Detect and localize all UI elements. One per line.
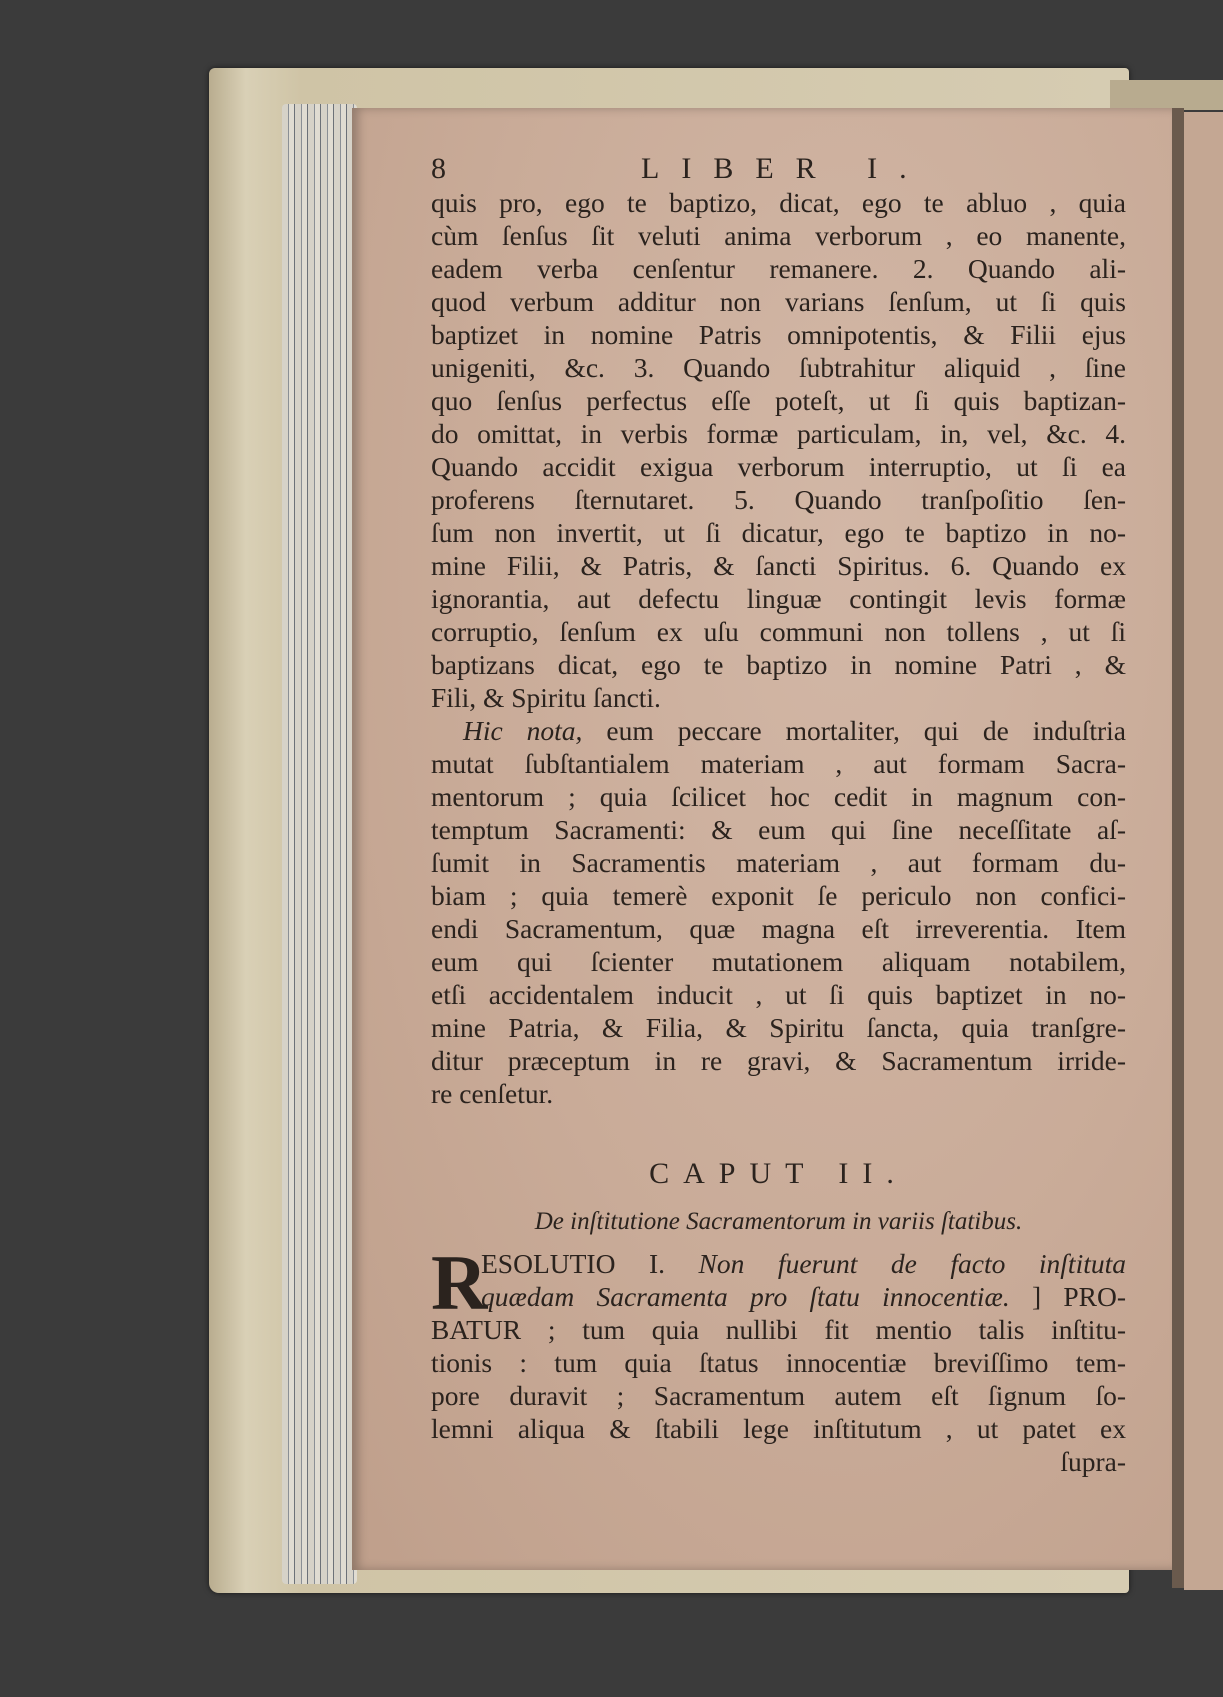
- text-line: ſum non invertit, ut ſi dicatur, ego te baptizo in no-: [431, 517, 1126, 548]
- page-text: [431, 152, 1126, 1478]
- chapter-subtitle: De inſtitutione Sacramentorum in variis ſtatibus.: [534, 1208, 1023, 1235]
- chapter-heading: CAPUT II.: [649, 1157, 908, 1190]
- page-number: 8: [431, 152, 446, 185]
- text-line: temptum Sacramenti: & eum qui ſine neceſſitate aſ-: [431, 814, 1126, 845]
- text-line: ſumit in Sacramentis materiam , aut formam du-: [431, 847, 1126, 878]
- page-edges: [282, 104, 357, 1584]
- catchword: ſupra-: [1060, 1446, 1126, 1477]
- text-line: do omittat, in verbis formæ particulam, in, vel, &c. 4.: [431, 418, 1126, 449]
- text-line: re cenſetur.: [431, 1078, 554, 1109]
- text-line: eadem verba cenſentur remanere. 2. Quando ali-: [431, 253, 1126, 284]
- text-line: [431, 1247, 1126, 1280]
- text-line: corruptio, ſenſum ex uſu communi non tollens , ut ſi: [431, 616, 1126, 647]
- resolutio-label: ESOLUTIO I.: [481, 1248, 665, 1279]
- text-line: eum qui ſcienter mutationem aliquam notabilem,: [431, 946, 1126, 977]
- text-span: eum peccare mortaliter, qui de induſtria: [582, 715, 1126, 746]
- book-spine: [1110, 80, 1223, 110]
- text-line: quis pro, ego te baptizo, dicat, ego te abluo , quia: [431, 187, 1126, 218]
- text-line: biam ; quia temerè exponit ſe periculo non confici-: [431, 880, 1126, 911]
- text-line: lemni aliqua & ſtabili lege inſtitutum , ut patet ex: [431, 1413, 1126, 1444]
- text-line: cùm ſenſus ſit veluti anima verborum , eo manente,: [431, 220, 1126, 251]
- text-line: unigeniti, &c. 3. Quando ſubtrahitur aliquid , ſine: [431, 352, 1126, 383]
- text-line: tionis : tum quia ſtatus innocentiæ breviſſimo tem-: [431, 1347, 1126, 1378]
- text-line: etſi accidentalem inducit , ut ſi quis baptizet in no-: [431, 979, 1126, 1010]
- text-line: baptizet in nomine Patris omnipotentis, & Filii ejus: [431, 319, 1126, 350]
- text-line: quod verbum additur non varians ſenſum, ut ſi quis: [431, 286, 1126, 317]
- text-line: ignorantia, aut defectu linguæ contingit levis formæ: [431, 583, 1126, 614]
- text-line: mutat ſubſtantialem materiam , aut formam Sacra-: [431, 748, 1126, 779]
- resolutio-thesis: quædam Sacramenta pro ſtatu innocentiæ.: [481, 1281, 1010, 1312]
- text-line: mine Patria, & Filia, & Spiritu ſancta, quia tranſgre-: [431, 1012, 1126, 1043]
- hic-nota: Hic nota,: [463, 715, 583, 746]
- paragraph-2: [431, 714, 1126, 1110]
- text-line: baptizans dicat, ego te baptizo in nomine Patri , &: [431, 649, 1126, 680]
- resolutio-thesis: Non fuerunt de facto inſtituta: [698, 1248, 1126, 1279]
- text-line: [431, 1280, 1126, 1313]
- page-gutter: [1172, 108, 1184, 1588]
- running-head: [431, 152, 1126, 186]
- resolutio-paragraph: [431, 1239, 1126, 1478]
- text-line: pore duravit ; Sacramentum autem eſt ſignum ſo-: [431, 1380, 1126, 1411]
- text-line: ditur præceptum in re gravi, & Sacramentum irride-: [431, 1045, 1126, 1076]
- text-line: [431, 714, 1126, 747]
- text-line: BATUR ; tum quia nullibi fit mentio talis inſtitu-: [431, 1314, 1126, 1345]
- text-line: endi Sacramentum, quæ magna eſt irreverentia. Item: [431, 913, 1126, 944]
- text-line: mine Filii, & Patris, & ſancti Spiritus. 6. Quando ex: [431, 550, 1126, 581]
- text-line: mentorum ; quia ſcilicet hoc cedit in magnum con-: [431, 781, 1126, 812]
- running-title: LIBER I.: [641, 152, 929, 185]
- text-line: quo ſenſus perfectus eſſe poteſt, ut ſi quis baptizan-: [431, 385, 1126, 416]
- drop-cap: R: [431, 1239, 488, 1326]
- text-line: Fili, & Spiritu ſancti.: [431, 682, 661, 713]
- text-line: proferens ſternutaret. 5. Quando tranſpoſitio ſen-: [431, 484, 1126, 515]
- text-span: ] PRO-: [1009, 1281, 1126, 1312]
- text-line: Quando accidit exigua verborum interruptio, ut ſi ea: [431, 451, 1126, 482]
- facing-page-edge: [1184, 112, 1223, 1590]
- paragraph-1: [431, 186, 1126, 714]
